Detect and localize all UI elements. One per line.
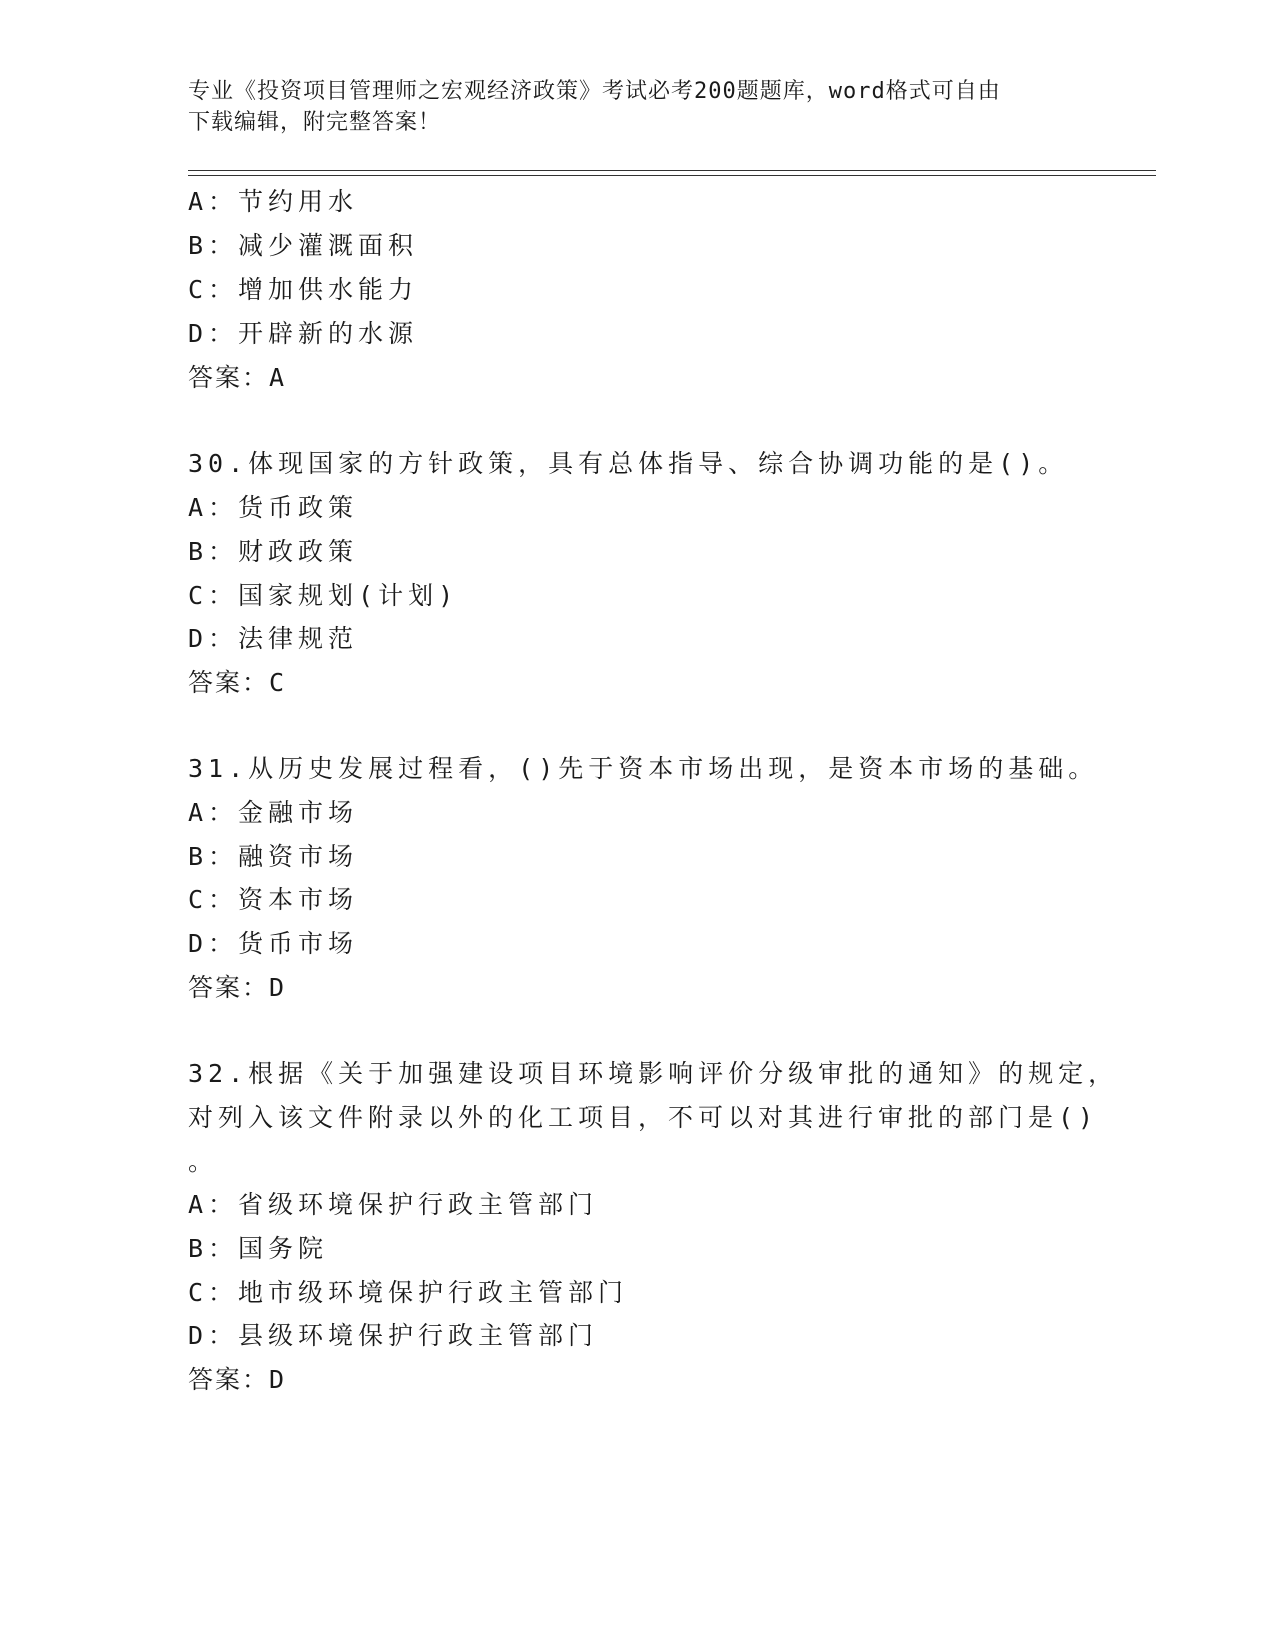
option-a: A：金融市场 — [188, 798, 359, 827]
answer: 答案：C — [188, 668, 287, 697]
header-rule-bottom — [188, 175, 1156, 176]
option-a: A：节约用水 — [188, 187, 359, 216]
question-text: 30.体现国家的方针政策，具有总体指导、综合协调功能的是()。 — [188, 449, 1069, 478]
option-d: D：法律规范 — [188, 624, 359, 653]
option-c: C：地市级环境保护行政主管部门 — [188, 1278, 629, 1307]
option-c: C：资本市场 — [188, 885, 359, 914]
question-text-line-1: 32.根据《关于加强建设项目环境影响评价分级审批的通知》的规定， — [188, 1059, 1119, 1088]
question-text-line-3: 。 — [188, 1147, 219, 1176]
answer: 答案：A — [188, 363, 287, 392]
answer: 答案：D — [188, 1365, 287, 1394]
option-b: B：国务院 — [188, 1234, 329, 1263]
option-a: A：省级环境保护行政主管部门 — [188, 1190, 599, 1219]
option-c: C：国家规划(计划) — [188, 581, 459, 610]
header-rule-top — [188, 170, 1156, 171]
header-line-1: 专业《投资项目管理师之宏观经济政策》考试必考200题题库，word格式可自由 — [188, 79, 1001, 104]
header-line-2: 下载编辑，附完整答案！ — [188, 110, 442, 135]
option-b: B：财政政策 — [188, 537, 359, 566]
answer: 答案：D — [188, 973, 287, 1002]
option-d: D：货币市场 — [188, 929, 359, 958]
question-text: 31.从历史发展过程看，()先于资本市场出现，是资本市场的基础。 — [188, 754, 1099, 783]
option-d: D：县级环境保护行政主管部门 — [188, 1321, 599, 1350]
option-b: B：融资市场 — [188, 842, 359, 871]
option-d: D：开辟新的水源 — [188, 319, 419, 348]
option-c: C：增加供水能力 — [188, 275, 419, 304]
option-a: A：货币政策 — [188, 493, 359, 522]
option-b: B：减少灌溉面积 — [188, 231, 419, 260]
question-text-line-2: 对列入该文件附录以外的化工项目，不可以对其进行审批的部门是() — [188, 1103, 1099, 1132]
document-header — [188, 76, 1068, 138]
